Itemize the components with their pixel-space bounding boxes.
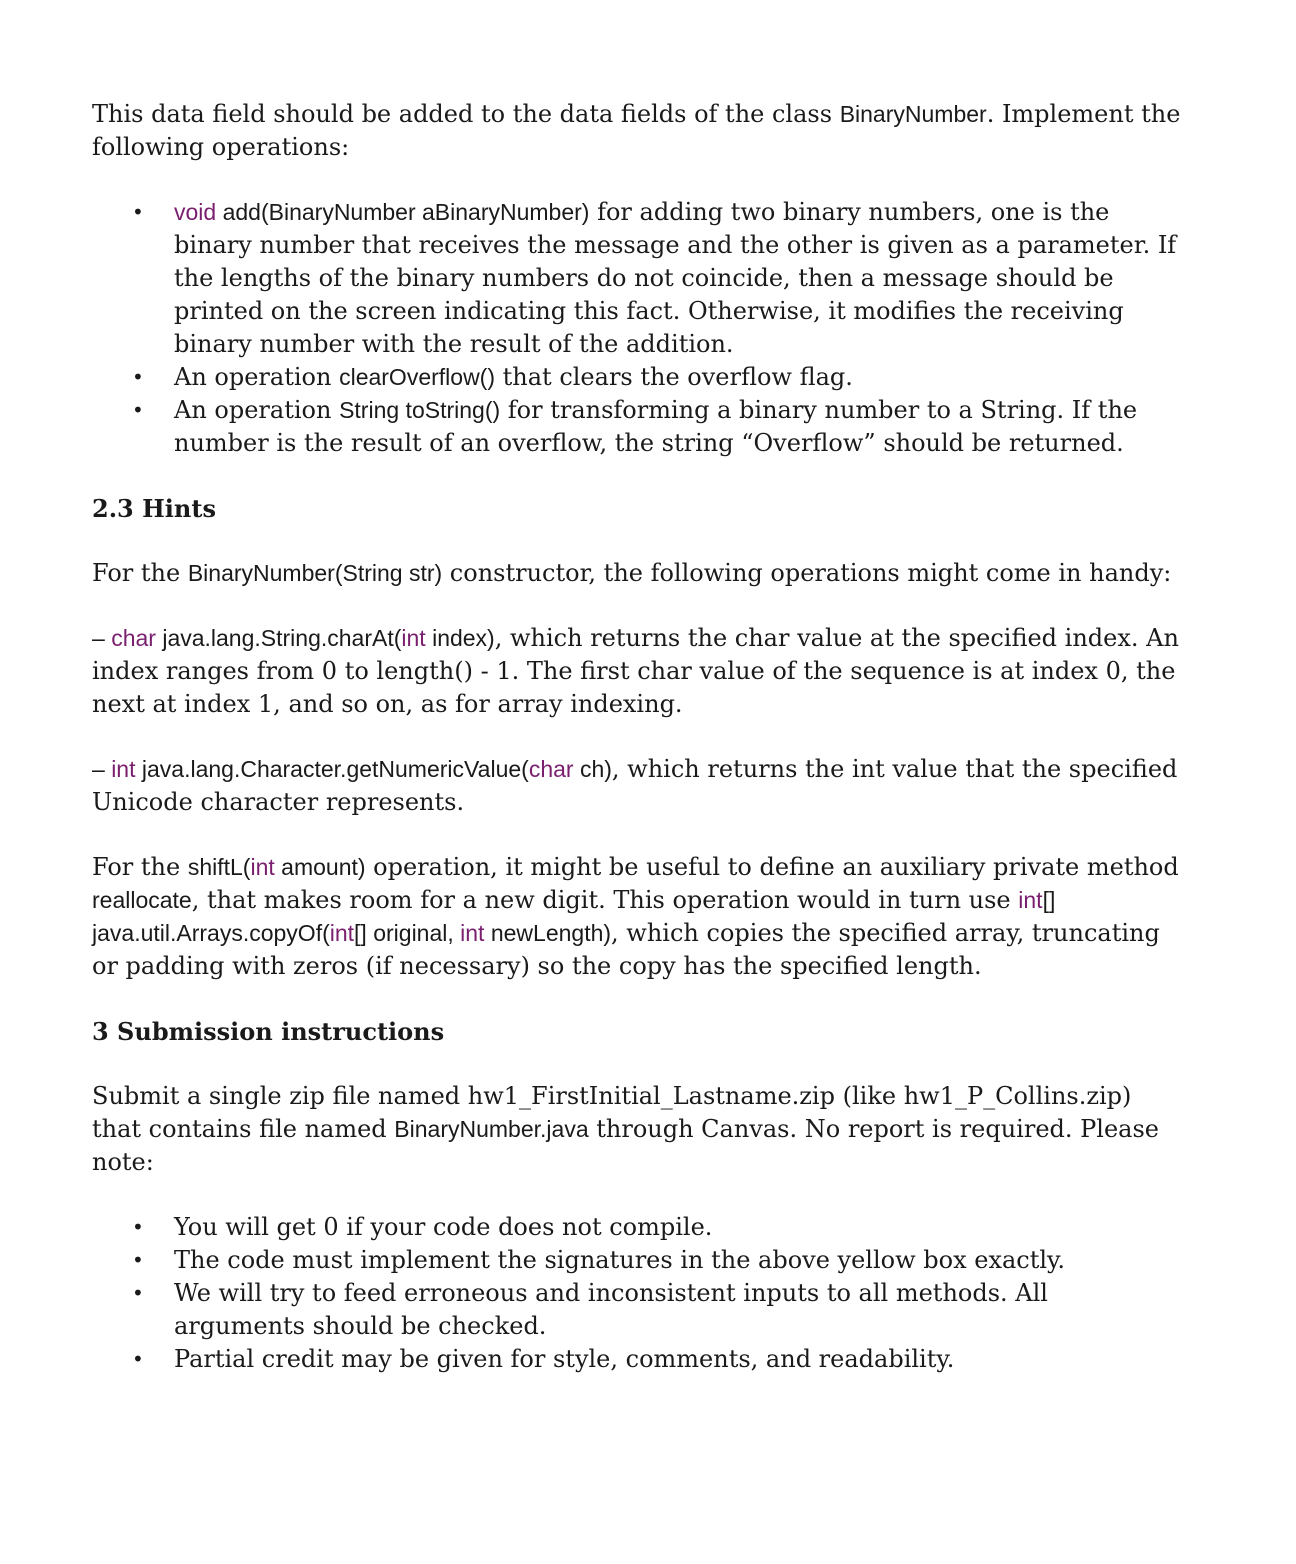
list-item-add: • void add(BinaryNumber aBinaryNumber) for adding two binary numbers, one is the binary number that receives the message and the other is given as a parameter. If the lengths of the binary numbers do not coincide, then a message should be printed on the screen indicating this fact. Otherwise, it modifies the receiving binary number with the result of the addition. [132,198,1177,358]
bullet-icon: • [132,200,144,224]
bullet-icon: • [132,1215,144,1239]
hints-heading: 2.3 Hints [92,494,216,523]
document-page [92,98,1182,1376]
submission-heading: 3 Submission instructions [92,1017,445,1046]
submission-paragraph: Submit a single zip file named hw1_FirstInitial_Lastname.zip (like hw1_P_Collins.zip) that contains file named BinaryNumber.java through Canvas. No report is required. Please note: [92,1082,1159,1176]
bullet-icon: • [132,398,144,422]
list-item: • We will try to feed erroneous and inconsistent inputs to all methods. All arguments should be checked. [132,1279,1048,1340]
operations-list [92,196,1182,460]
list-item: • The code must implement the signatures in the above yellow box exactly. [92,1244,1182,1277]
bullet-icon: • [132,365,144,389]
bullet-icon: • [132,1347,144,1371]
list-item: • You will get 0 if your code does not compile. [92,1211,1182,1244]
class-name: BinaryNumber [839,101,987,127]
list-item-tostring: • An operation String toString() for transforming a binary number to a String. If the number is the result of an overflow, the string “Overflow” should be returned. [132,396,1138,457]
hints-paragraph-constructor: For the BinaryNumber(String str) constructor, the following operations might come in handy: [92,559,1172,587]
list-item-clear-overflow: • An operation clearOverflow() that clears the overflow flag. [92,361,1182,394]
hints-paragraph-numericvalue: – int java.lang.Character.getNumericValue(char ch), which returns the int value that the specified Unicode character represents. [92,755,1178,816]
bullet-icon: • [132,1248,144,1272]
intro-paragraph: This data field should be added to the data fields of the class BinaryNumber. Implement the following operations: [92,100,1181,161]
bullet-icon: • [132,1281,144,1305]
submission-notes-list [92,1211,1182,1376]
hints-paragraph-shiftl: For the shiftL(int amount) operation, it might be useful to define an auxiliary private method reallocate, that makes room for a new digit. This operation would in turn use int[] java.util.Arrays.copyOf(int[] original, int newLength), which copies the specified array, truncating or padding with zeros (if necessary) so the copy has the specified length. [92,853,1179,980]
list-item: • Partial credit may be given for style, comments, and readability. [92,1343,1182,1376]
hints-paragraph-charat: – char java.lang.String.charAt(int index), which returns the char value at the specified index. An index ranges from 0 to length() - 1. The first char value of the sequence is at index 0, the next at index 1, and so on, as for array indexing. [92,624,1179,718]
